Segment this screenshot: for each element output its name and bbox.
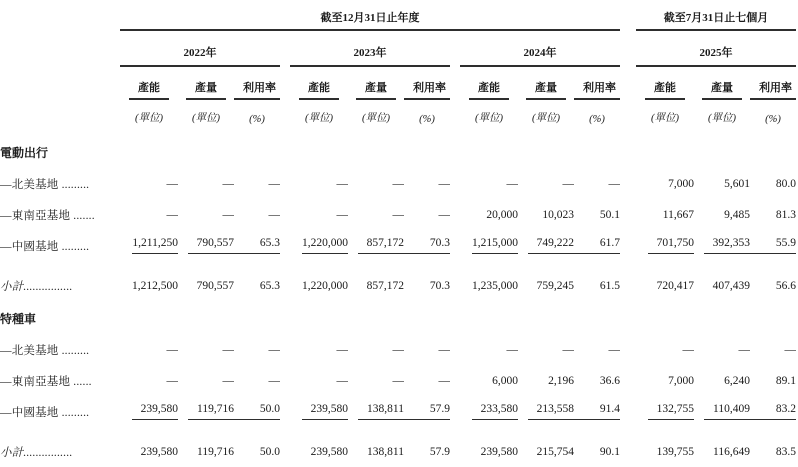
col-header-output: 產量 — [186, 79, 226, 100]
table-row-na-base-sv — [0, 333, 796, 364]
value-cell: — — [166, 209, 178, 221]
value-cell: — — [222, 344, 234, 356]
year-header-2023: 2023年 — [290, 30, 450, 66]
value-cell: 239,580 — [120, 395, 178, 426]
section-label: 特種車 — [0, 312, 37, 326]
value-cell: 61.5 — [599, 280, 620, 292]
unit-header-row — [0, 100, 796, 134]
value-cell: 701,750 — [636, 229, 694, 260]
value-cell: 392,353 — [694, 229, 750, 260]
column-gap — [620, 30, 636, 66]
column-gap — [280, 30, 290, 66]
value-cell: 407,439 — [712, 280, 750, 292]
year-header-row — [0, 30, 796, 66]
value-cell: 2,196 — [548, 375, 574, 387]
value-cell: — — [562, 178, 574, 190]
value-cell: 20,000 — [486, 209, 518, 221]
value-cell: 110,409 — [694, 395, 750, 426]
value-cell: — — [506, 344, 518, 356]
unit-label: (單位) — [651, 113, 679, 124]
value-cell: — — [784, 344, 797, 356]
value-cell: — — [268, 375, 280, 387]
subtotal-row-sv — [0, 426, 796, 466]
row-label: —北美基地 ......... — [0, 345, 90, 357]
subtotal-row-em — [0, 260, 796, 300]
value-cell: 5,601 — [724, 178, 750, 190]
unit-label: (單位) — [135, 113, 163, 124]
value-cell: — — [166, 178, 178, 190]
value-cell: 89.1 — [775, 375, 797, 387]
unit-label: (單位) — [532, 113, 560, 124]
value-cell: 132,755 — [636, 395, 694, 426]
value-cell: — — [392, 209, 404, 221]
col-header-capacity: 產能 — [645, 79, 685, 100]
value-cell: 213,558 — [518, 395, 574, 426]
value-cell: 720,417 — [656, 280, 694, 292]
value-cell: 239,580 — [290, 395, 348, 426]
value-cell: — — [268, 344, 280, 356]
row-label: 小計................ — [0, 281, 73, 293]
unit-label: (%) — [249, 114, 265, 125]
value-cell: 83.5 — [775, 446, 797, 458]
value-cell: 90.1 — [599, 446, 620, 458]
value-cell: 9,485 — [724, 209, 750, 221]
value-cell: — — [222, 375, 234, 387]
value-cell: — — [608, 344, 620, 356]
value-cell: 138,811 — [367, 446, 404, 458]
value-cell: — — [562, 344, 574, 356]
col-header-capacity: 產能 — [469, 79, 509, 100]
value-cell: 116,649 — [713, 446, 750, 458]
measure-header-row — [0, 66, 796, 100]
row-label: —東南亞基地 ...... — [0, 376, 92, 388]
year-header-2024: 2024年 — [460, 30, 620, 66]
table-row-china-base-sv — [0, 395, 796, 426]
value-cell: 138,811 — [348, 395, 404, 426]
value-cell: 61.7 — [574, 229, 620, 260]
value-cell: 57.9 — [429, 446, 450, 458]
capacity-utilization-table — [0, 2, 796, 466]
value-cell: 56.6 — [775, 280, 797, 292]
value-cell: 239,580 — [480, 446, 518, 458]
value-cell: 6,000 — [492, 375, 518, 387]
value-cell: — — [438, 209, 450, 221]
value-cell: — — [268, 209, 280, 221]
unit-label: (單位) — [192, 113, 220, 124]
col-header-utilization: 利用率 — [234, 79, 280, 100]
value-cell: 6,240 — [724, 375, 750, 387]
value-cell: 83.2 — [750, 395, 796, 426]
section-row-special-vehicles — [0, 300, 796, 333]
table-row-sea-base-em — [0, 198, 796, 229]
unit-label: (單位) — [708, 113, 736, 124]
value-cell: 7,000 — [668, 375, 694, 387]
value-cell: 119,716 — [197, 446, 234, 458]
value-cell: — — [506, 178, 518, 190]
unit-label: (單位) — [475, 113, 503, 124]
value-cell: 215,754 — [536, 446, 574, 458]
value-cell: 70.3 — [404, 229, 450, 260]
period-group-annual: 截至12月31日止年度 — [120, 2, 620, 30]
column-gap — [620, 2, 636, 30]
column-gap — [450, 30, 460, 66]
value-cell: 1,215,000 — [460, 229, 518, 260]
value-cell: 1,235,000 — [472, 280, 518, 292]
col-header-utilization: 利用率 — [404, 79, 450, 100]
value-cell: — — [738, 344, 750, 356]
value-cell: 1,220,000 — [290, 229, 348, 260]
unit-label: (單位) — [305, 113, 333, 124]
value-cell: — — [166, 344, 178, 356]
value-cell: 233,580 — [460, 395, 518, 426]
value-cell: 239,580 — [140, 446, 178, 458]
table-row-na-base-em — [0, 167, 796, 198]
value-cell: 81.3 — [775, 209, 797, 221]
year-header-2022: 2022年 — [120, 30, 280, 66]
row-label: 小計................ — [0, 447, 73, 459]
col-header-output: 產量 — [356, 79, 396, 100]
value-cell: — — [336, 209, 348, 221]
value-cell: 65.3 — [259, 280, 280, 292]
value-cell: 1,211,250 — [120, 229, 178, 260]
col-header-capacity: 產能 — [129, 79, 169, 100]
table-row-china-base-em — [0, 229, 796, 260]
value-cell: — — [336, 344, 348, 356]
col-header-output: 產量 — [526, 79, 566, 100]
value-cell: — — [438, 178, 450, 190]
value-cell: — — [392, 344, 404, 356]
period-group-seven-months: 截至7月31日止七個月 — [636, 2, 796, 30]
value-cell: 1,220,000 — [302, 280, 348, 292]
corner-cell — [0, 2, 120, 30]
value-cell: 50.0 — [234, 395, 280, 426]
value-cell: 80.0 — [775, 178, 797, 190]
year-header-2025: 2025年 — [636, 30, 796, 66]
value-cell: — — [392, 178, 404, 190]
value-cell: — — [608, 178, 620, 190]
value-cell: 50.0 — [259, 446, 280, 458]
value-cell: 7,000 — [668, 178, 694, 190]
col-header-utilization: 利用率 — [750, 79, 796, 100]
value-cell: 70.3 — [429, 280, 450, 292]
unit-label: (%) — [765, 114, 781, 125]
period-header-row — [0, 2, 796, 30]
col-header-output: 產量 — [702, 79, 742, 100]
section-label: 電動出行 — [0, 146, 49, 160]
value-cell: 239,580 — [310, 446, 348, 458]
value-cell: 119,716 — [178, 395, 234, 426]
value-cell: 857,172 — [348, 229, 404, 260]
value-cell: 91.4 — [574, 395, 620, 426]
value-cell: 759,245 — [536, 280, 574, 292]
value-cell: — — [682, 344, 694, 356]
value-cell: 55.9 — [750, 229, 796, 260]
value-cell: 790,557 — [196, 280, 234, 292]
col-header-capacity: 產能 — [299, 79, 339, 100]
value-cell: 65.3 — [234, 229, 280, 260]
value-cell: 790,557 — [178, 229, 234, 260]
value-cell: — — [336, 375, 348, 387]
row-label: —北美基地 ......... — [0, 179, 90, 191]
value-cell: — — [392, 375, 404, 387]
value-cell: 10,023 — [542, 209, 574, 221]
value-cell: 1,212,500 — [132, 280, 178, 292]
value-cell: 857,172 — [366, 280, 404, 292]
section-row-electric-mobility — [0, 134, 796, 167]
value-cell: — — [222, 209, 234, 221]
value-cell: — — [438, 375, 450, 387]
row-label: —中國基地 ......... — [0, 241, 90, 253]
row-label: —中國基地 ......... — [0, 407, 90, 419]
value-cell: — — [166, 375, 178, 387]
unit-label: (單位) — [362, 113, 390, 124]
value-cell: 50.1 — [599, 209, 620, 221]
value-cell: 749,222 — [518, 229, 574, 260]
value-cell: 11,667 — [662, 209, 694, 221]
value-cell: — — [268, 178, 280, 190]
unit-label: (%) — [589, 114, 605, 125]
value-cell: — — [438, 344, 450, 356]
value-cell: 36.6 — [599, 375, 620, 387]
value-cell: 139,755 — [656, 446, 694, 458]
col-header-utilization: 利用率 — [574, 79, 620, 100]
value-cell: 57.9 — [404, 395, 450, 426]
row-label: —東南亞基地 ....... — [0, 210, 95, 222]
value-cell: — — [222, 178, 234, 190]
table-row-sea-base-sv — [0, 364, 796, 395]
value-cell: — — [336, 178, 348, 190]
unit-label: (%) — [419, 114, 435, 125]
